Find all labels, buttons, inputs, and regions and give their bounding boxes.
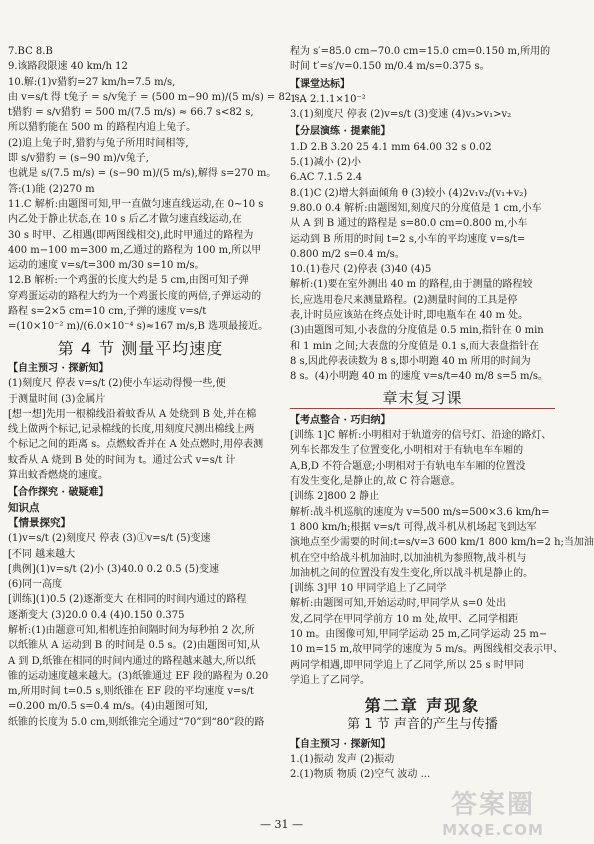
text-line: 列车长都发生了位置变化,小明相对于有轨电车车厢的	[290, 445, 524, 457]
text-line: [不同 越来越大	[8, 548, 76, 560]
text-line: 锥的运动速度越来越大。(3)纸锥通过 EF 段的路程为 0.20	[8, 670, 269, 682]
text-line: 算出蚊香燃烧的速度。	[8, 470, 108, 482]
text-line: 答:(1)能 (2)270 m	[8, 183, 95, 195]
scenario-label: 【情景探究】	[8, 516, 71, 529]
text-line: A 到 D,纸锥在相同的时间内通过的路程越来越大,所以纸	[8, 655, 256, 667]
text-line: 8 s,因此停表读数为 8 s,即小明跑 40 m 所用的时间为	[290, 355, 531, 367]
text-line: 两同学相遇,即甲同学追上了乙同学,所以 25 s 时甲同	[290, 659, 524, 671]
text-line: 8 s。(4)小明跑 40 m 的速度 v=s/t=40 m/8 s=5 m/s。	[290, 371, 549, 383]
class-answers	[290, 92, 555, 123]
section-title-1: 第 1 节 声音的产生与传播	[347, 717, 498, 733]
text-line: 1.D 2.B 3.20 25 4.1 mm 64.00 32 s 0.02	[290, 141, 492, 153]
text-line: 路程 s=2×5 cm=10 cm,子弹的速度 v=s/t	[8, 306, 207, 318]
text-line: 6.AC 7.1.5 2.4	[290, 172, 363, 184]
text-line: 1 800 km/h;根据 v=s/t 可得,战斗机从机场起飞到达军	[290, 521, 537, 533]
text-line: 1.(1)振动 发声 (2)振动	[290, 754, 395, 766]
text-line: =0.200 m/0.5 s=0.4 m/s。(4)由题图可知,	[8, 701, 209, 713]
knowledge-label: 知识点	[8, 501, 40, 514]
text-line: 逐渐变大 (3)20.0 0.4 (4)0.150 0.375	[8, 609, 185, 621]
text-line: 2.(1)物质 物质 (2)空气 波动 ...	[290, 769, 431, 781]
layer-answers	[290, 140, 555, 385]
review-rule	[290, 408, 555, 409]
text-line: 演地点至少需要的时间:t=s/v=3 600 km/1 800 km/h=2 h;当加油	[290, 537, 594, 549]
text-line: 从 A 到 B 通过的路程是 s=80.0 cm=0.800 m,小车	[290, 218, 528, 230]
text-line: 运动的速度 v=s/t=300 m/30 s=10 m/s。	[8, 260, 205, 272]
text-line: 10 m=15 m,故甲同学的速度为 5 m/s。两图线相交表示甲、	[290, 644, 564, 656]
text-line: 11.C 解析:由题图可知,甲一直做匀速直线运动,在 0~10 s	[8, 198, 264, 210]
text-line: 也就是 s/(7.5 m/s) = (s−90 m)/(5 m/s),解得 s=270 m。	[8, 168, 277, 180]
preview-header: 【自主预习 · 探新知】	[8, 362, 109, 374]
text-line: 7.BC 8.B	[8, 46, 53, 57]
chapter-title: 第二章 声现象	[364, 696, 481, 716]
text-line: [训练 3]甲 10 甲同学追上了乙同学	[290, 583, 447, 595]
text-line: 30 s 时甲、乙相遇(即两图线相交),此时甲通过的路程为	[8, 229, 254, 241]
text-line: [训练 2]800 2 静止	[290, 491, 380, 503]
text-line: t猎豹 = s/v猎豹 = 500 m/(7.5 m/s) ≈ 66.7 s<82 s,	[8, 107, 254, 119]
watermark-url: MXQE.COM	[442, 821, 544, 839]
text-line: [想一想]先用一根棉线沿着蚊香从 A 处绕到 B 处,并在棉	[8, 408, 257, 420]
watermark-text: 答案圈	[450, 790, 535, 820]
text-line: (1)刻度尺 停表 v=s/t (2)使小车运动得慢一些,便	[8, 378, 226, 390]
text-line: 即 s/v猎豹 = (s−90 m)/v兔子,	[8, 153, 149, 165]
text-line: 内乙处于静止状态,在 10 s 后乙才做匀速直线运动,在	[8, 214, 242, 226]
text-line: 解析:战斗机巡航的速度为 v=500 m/s=500×3.6 km/h=	[290, 506, 550, 518]
text-line: 400 m−100 m=300 m,乙通过的路程为 100 m,所以甲	[8, 244, 262, 256]
text-line: (6)同一高度	[8, 579, 63, 591]
text-line: 解析:(1)要在室外测出 40 m 的路程,由于测量的路程较	[290, 279, 533, 291]
text-line: 长,应选用卷尺来测量路程。(2)测量时间的工具是停	[290, 294, 518, 306]
text-line: 5.(1)减小 (2)小	[290, 157, 362, 169]
text-line: 1.A 2.1.1×10⁻²	[290, 93, 366, 105]
watermark-logo	[433, 784, 553, 838]
text-line: 10 m。由图像可知,甲同学运动 25 m,乙同学运动 25 m−	[290, 628, 548, 640]
text-line: 线上做两个标记,记录棉线的长度,用刻度尺测出棉线上两	[8, 424, 255, 436]
text-line: 12.B 解析:一个鸡蛋的长度大约是 5 cm,由图可知子弹	[8, 275, 249, 287]
text-line: 9.该路段限速 40 km/h 12	[8, 61, 128, 73]
left-answers-top	[8, 44, 303, 335]
preview-answers-2	[290, 752, 555, 783]
class-header: 【课堂达标】	[290, 78, 350, 90]
section-title-4: 第 4 节 测量平均速度	[57, 338, 224, 358]
text-line: 于测量时间 (3)金属片	[8, 393, 106, 405]
text-line: 蚊香从 A 烧到 B 处的时间为 t。通过公式 v=s/t 计	[8, 454, 236, 466]
text-line: 发,乙同学在甲同学前方 10 m 处,故甲、乙同学相距	[290, 613, 519, 625]
text-line: 加油机之间的位置没有发生变化,所以战斗机是静止的。	[290, 567, 534, 579]
text-line: 以纸锥从 A 运动到 B 的时间是 0.5 s。(2)由题图可知,从	[8, 640, 261, 652]
text-line: 9.80.0 0.4 解析:由题图知,刻度尺的分度值是 1 cm,小车	[290, 202, 542, 214]
text-line: 程为 s′=85.0 cm−70.0 cm=15.0 cm=0.150 m,所用的	[290, 46, 551, 57]
left-column	[8, 44, 303, 730]
text-line: (1)v=s/t (2)刻度尺 停表 (3)①v=s/t (5)变速	[8, 533, 211, 545]
text-line: 机在空中给战斗机加油时,以加油机为参照物,战斗机与	[290, 552, 527, 564]
layer-header: 【分层演练 · 提素能】	[290, 126, 391, 138]
right-column	[290, 44, 594, 783]
text-line: A,B,D 不符合题意;小明相对于有轨电车车厢的位置没	[290, 460, 526, 472]
review-answers	[290, 428, 594, 688]
text-line: 学追上了乙同学。	[290, 674, 370, 686]
text-line: (3)由题图可知,小表盘的分度值是 0.5 min,指针在 0 min	[290, 325, 544, 337]
text-line: [典例](1)v=s/t (2)小 (3)40.0 0.2 0.5 (5)变速	[8, 563, 219, 575]
text-line: 纸锥的长度为 5.0 cm,则纸锥完全通过“70”到“80”段的路	[8, 716, 265, 728]
text-line: 8.(1)C (2)增大斜面倾角 θ (3)较小 (4)2v₁v₂/(v₁+v₂)	[290, 187, 528, 199]
text-line: 穿鸡蛋运动的路程大约为一个鸡蛋长度的两倍,子弹运动的	[8, 290, 262, 302]
scenario-answers	[8, 531, 273, 730]
review-header: 【考点整合 · 巧归纳】	[290, 414, 391, 426]
text-line: 由 v=s/t 得 t兔子 = s/v兔子 = (500 m−90 m)/(5 m/s) = 82 s,	[8, 91, 303, 103]
text-line: 有发生变化,是静止的,故 C 符合题意。	[290, 476, 461, 488]
preview-header-2: 【自主预习 · 探新知】	[290, 738, 391, 750]
text-line: 解析:(1)由题意可知,相机连拍间隔时间为每秒拍 2 次,所	[8, 624, 255, 636]
text-line: [训练](1)0.5 (2)逐渐变大 在相同的时间内通过的路程	[8, 594, 247, 606]
review-title: 章末复习课	[382, 388, 463, 407]
text-line: 10.解:(1)v猎豹=27 km/h=7.5 m/s,	[8, 76, 176, 88]
text-line: (2)追上兔子时,猎豹与兔子所用时间相等,	[8, 137, 189, 149]
text-line: 表,计时员应该站在终点处计时,即电瓶车在 40 m 处。	[290, 310, 529, 322]
text-line: 10.(1)卷尺 (2)停表 (3)40 (4)5	[290, 264, 432, 276]
text-line: 解析:由题图可知,开始运动时,甲同学从 s=0 处出	[290, 598, 506, 610]
text-line: 和 1 min 之间;大表盘的分度值是 0.1 s,而大表盘指针在	[290, 340, 539, 352]
text-line: 3.(1)刻度尺 停表 (2)v=s/t (3)变速 (4)v₃>v₁>v₂	[290, 109, 512, 121]
cooperate-header: 【合作探究 · 破疑难】	[8, 487, 109, 499]
page-number: — 31 —	[260, 818, 303, 831]
text-line: 个标记之间的距离 s。点燃蚊香并在 A 处点燃时,用停表测	[8, 439, 264, 451]
preview-answers	[8, 376, 273, 483]
right-answers-top	[290, 44, 555, 75]
text-line: 运动到 B 所用的时间 t=2 s,小车的平均速度 v=s/t=	[290, 233, 526, 245]
text-line: [训练 1]C 解析:小明相对于轨道旁的信号灯、沿途的路灯、	[290, 430, 552, 442]
text-line: 时间 t′=s′/v=0.150 m/0.4 m/s=0.375 s。	[290, 61, 490, 73]
text-line: m,所用时间 t=0.5 s,则纸锥在 EF 段的平均速度 v=s/t	[8, 686, 254, 698]
text-line: 0.800 m/2 s=0.4 m/s。	[290, 248, 405, 260]
text-line: =(10×10⁻² m)/(6.0×10⁻⁴ s)≈167 m/s,B 选项最接近。	[8, 321, 269, 333]
text-line: 所以猎豹能在 500 m 的路程内追上兔子。	[8, 122, 197, 134]
